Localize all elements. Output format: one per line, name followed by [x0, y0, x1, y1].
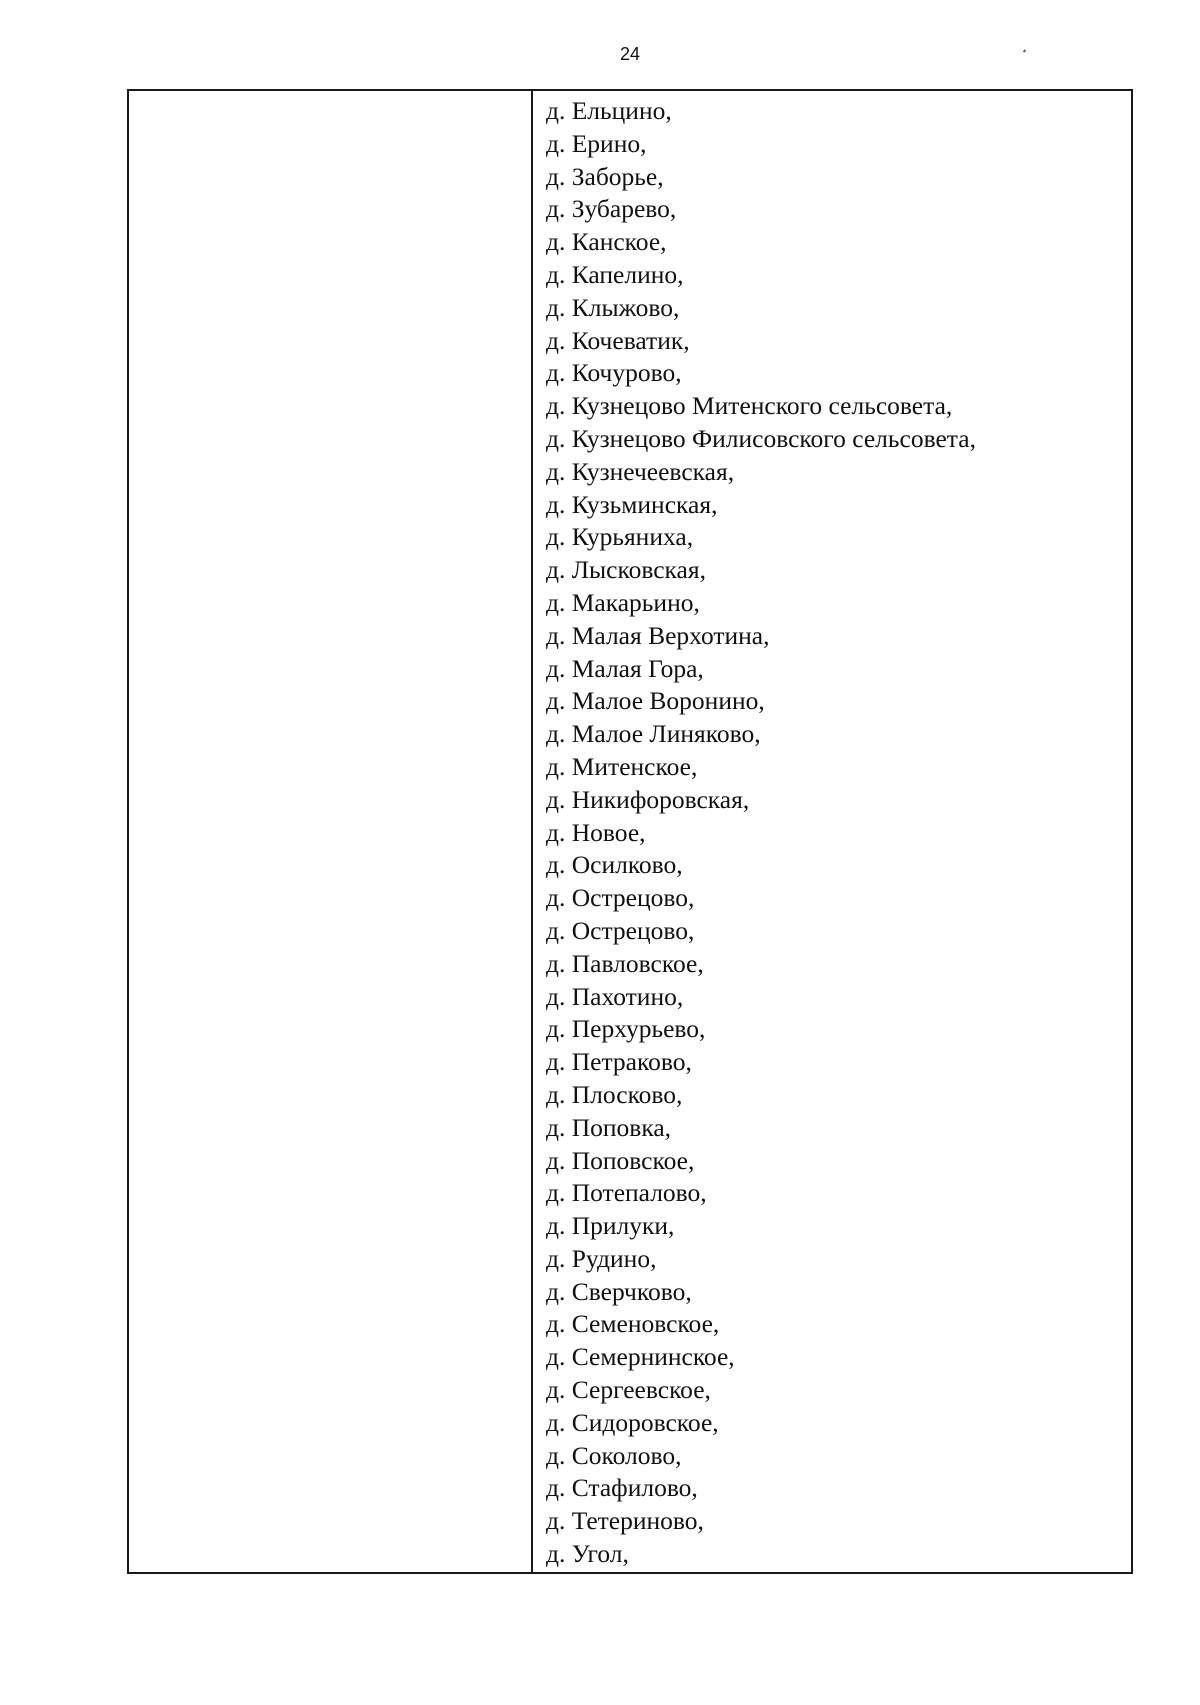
settlement-item: д. Клыжово, [546, 292, 680, 322]
settlement-item: д. Зубарево, [546, 194, 677, 224]
settlement-item: д. Петраково, [546, 1047, 692, 1077]
settlement-item: д. Малая Гора, [546, 653, 704, 683]
settlement-item: д. Осилково, [546, 850, 683, 880]
settlement-item: д. Соколово, [546, 1440, 682, 1470]
settlement-item: д. Кочеватик, [546, 325, 690, 355]
settlement-item: д. Рудино, [546, 1243, 657, 1273]
page-number: 24 [620, 44, 641, 64]
settlement-item: д. Семернинское, [546, 1342, 735, 1372]
settlement-item: д. Никифоровская, [546, 784, 750, 814]
settlements-table [127, 89, 1133, 1574]
settlement-item: д. Кочурово, [546, 358, 682, 388]
settlement-item: д. Перхурьево, [546, 1014, 706, 1044]
settlement-item: д. Прилуки, [546, 1211, 675, 1241]
settlement-item: д. Новое, [546, 817, 646, 847]
table-row [128, 90, 1132, 1573]
settlement-item: д. Кузьминская, [546, 489, 718, 519]
settlement-item: д. Потепалово, [546, 1178, 707, 1208]
settlement-item: д. Ерино, [546, 128, 647, 158]
settlement-item: д. Стафилово, [546, 1473, 698, 1503]
settlement-item: д. Острецово, [546, 915, 695, 945]
settlement-item: д. Курьяниха, [546, 522, 694, 552]
settlement-item: д. Малое Воронино, [546, 686, 765, 716]
settlement-item: д. Павловское, [546, 948, 704, 978]
settlement-item: д. Кузнечеевская, [546, 456, 735, 486]
settlement-item: д. Малая Верхотина, [546, 620, 770, 650]
settlement-item: д. Сергеевское, [546, 1375, 711, 1405]
settlement-item: д. Лысковская, [546, 555, 706, 585]
settlement-item: д. Ельцино, [546, 96, 672, 125]
settlement-item: д. Поповское, [546, 1145, 695, 1175]
settlement-item: д. Заборье, [546, 161, 664, 191]
settlement-list [533, 91, 1131, 1571]
settlement-item: д. Канское, [546, 227, 667, 257]
settlement-item: д. Малое Линяково, [546, 719, 761, 749]
settlement-item: д. Капелино, [546, 259, 684, 289]
settlement-list-cell [532, 90, 1132, 1573]
settlement-item: д. Пахотино, [546, 981, 684, 1011]
scan-mark [1023, 49, 1026, 53]
settlement-item: д. Семеновское, [546, 1309, 720, 1339]
settlement-item: д. Поповка, [546, 1112, 672, 1142]
settlement-item: д. Угол, [546, 1539, 629, 1569]
settlement-item: д. Плосково, [546, 1079, 683, 1109]
settlement-item: д. Острецово, [546, 883, 695, 913]
settlement-item: д. Митенское, [546, 751, 698, 781]
left-cell [128, 90, 532, 1573]
settlement-item: д. Сидоровское, [546, 1407, 719, 1437]
settlement-item: д. Сверчково, [546, 1276, 692, 1306]
settlement-item: д. Тетериново, [546, 1506, 704, 1536]
settlement-item: д. Кузнецово Филисовского сельсовета, [546, 423, 976, 453]
settlement-item: д. Макарьино, [546, 587, 700, 617]
settlement-item: д. Кузнецово Митенского сельсовета, [546, 391, 953, 421]
